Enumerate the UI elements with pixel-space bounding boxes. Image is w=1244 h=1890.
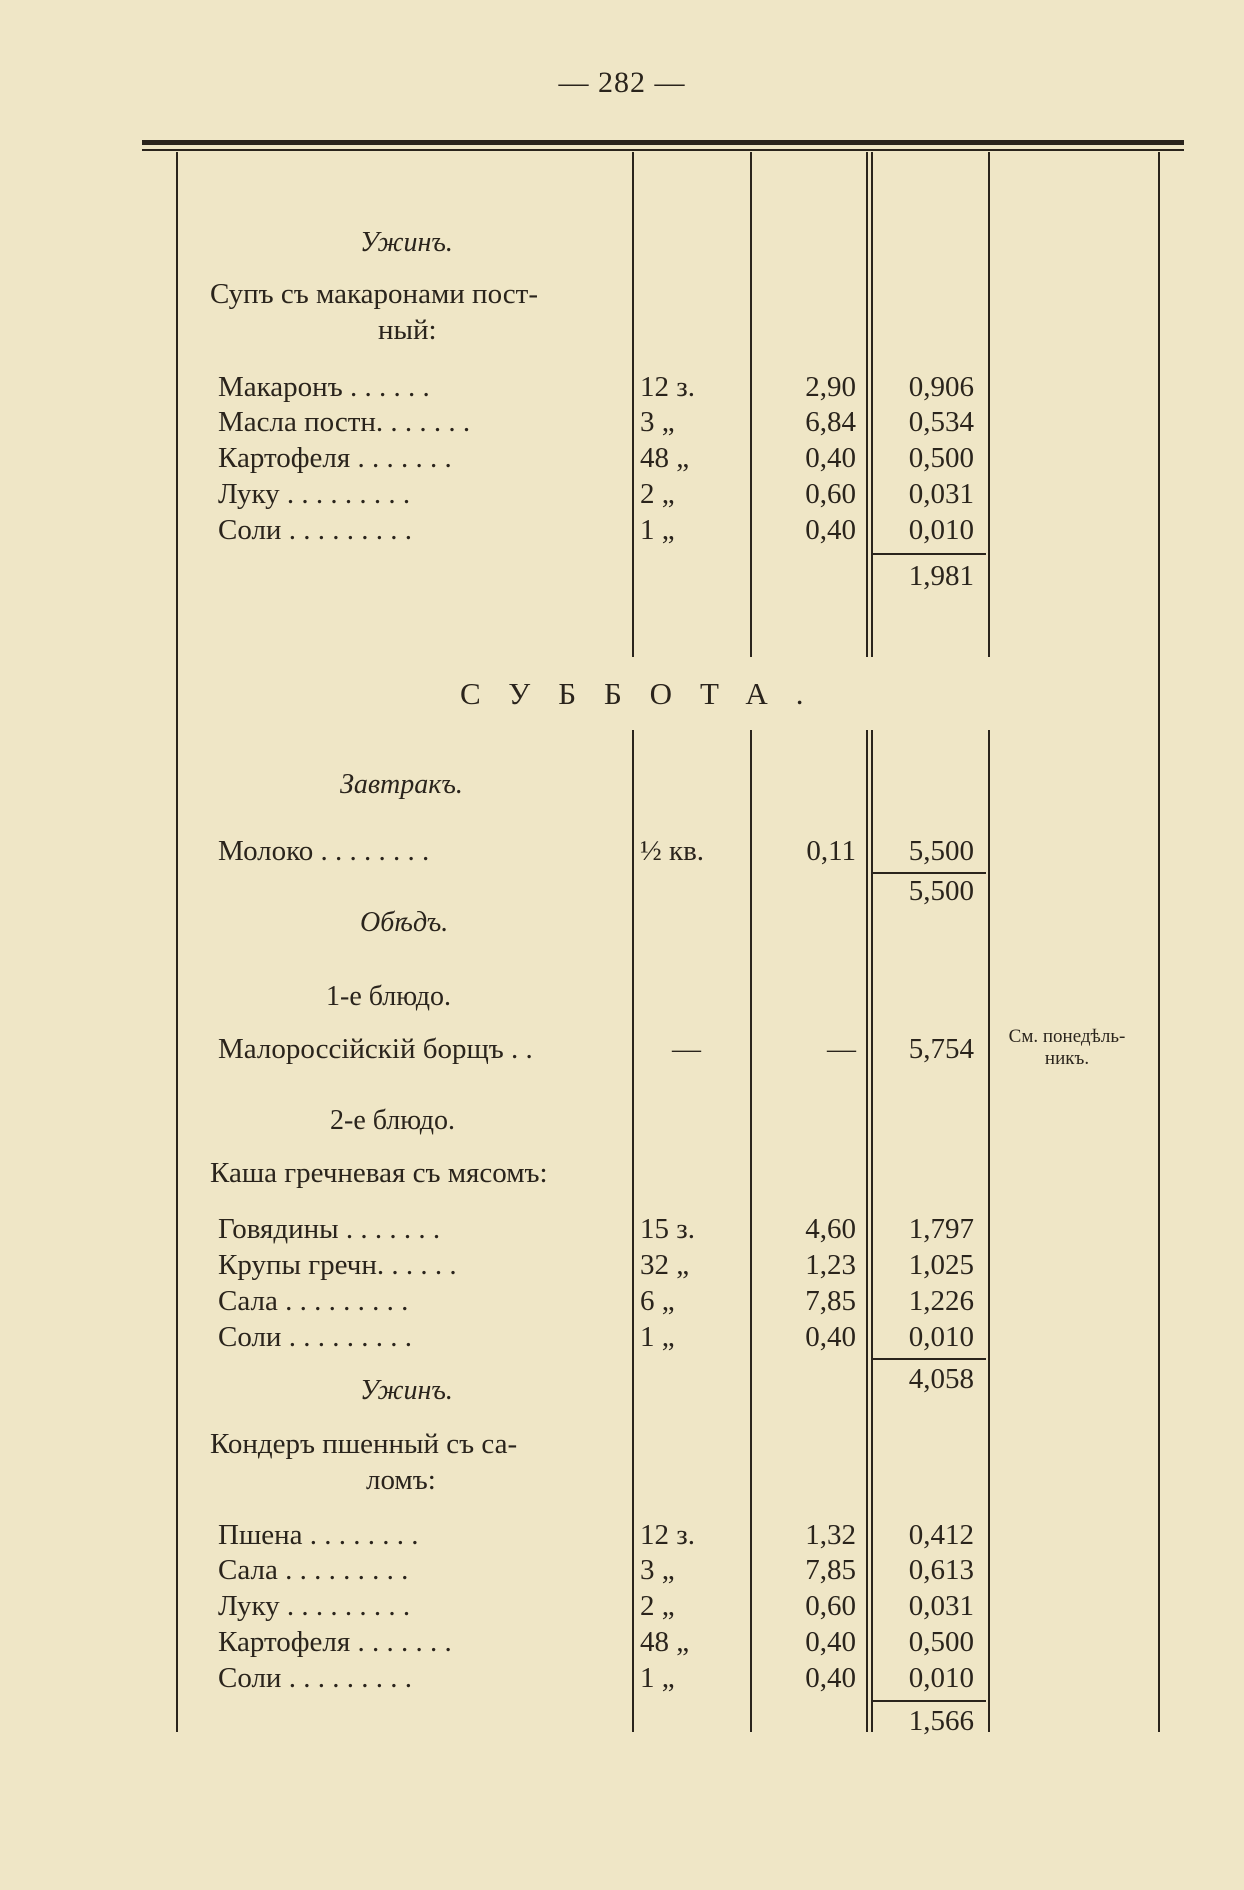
item-name: Соли . . . . . . . . . [218, 1662, 412, 1694]
item-value: 0,031 [908, 1590, 974, 1622]
supper1-dish-line1: Супъ съ макаронами пост- [210, 278, 539, 310]
item-name: Луку . . . . . . . . . [218, 1590, 411, 1622]
item-qty: 1 „ [640, 1321, 675, 1353]
breakfast-heading: Завтракъ. [340, 769, 463, 800]
item-price: 1,32 [805, 1519, 856, 1551]
item-price: 1,23 [805, 1249, 856, 1281]
item-price: 2,90 [805, 371, 856, 403]
item-value: 0,010 [908, 514, 974, 546]
item-qty: 1 „ [640, 514, 675, 546]
course1-heading: 1-е блюдо. [326, 981, 452, 1012]
course2-dish: Каша гречневая съ мясомъ: [210, 1157, 548, 1189]
item-qty: 2 „ [640, 1590, 675, 1622]
top-rule-thin [142, 149, 1184, 151]
item-price: 0,60 [805, 1590, 856, 1622]
item-value: 0,010 [908, 1321, 974, 1353]
sum-line [872, 553, 986, 555]
item-value: 0,010 [908, 1662, 974, 1694]
supper1-heading: Ужинъ. [360, 227, 453, 258]
item-price: 7,85 [805, 1554, 856, 1586]
item-price: 4,60 [805, 1213, 856, 1245]
col-line-left [176, 152, 178, 1732]
col-line-note-lower [988, 730, 990, 1732]
supper1-dish [210, 276, 610, 348]
page-number: — 282 — [558, 66, 686, 99]
item-name: Соли . . . . . . . . . [218, 514, 412, 546]
item-qty: 2 „ [640, 478, 675, 510]
item-value: 0,613 [908, 1554, 974, 1586]
item-name: Сала . . . . . . . . . [218, 1285, 409, 1317]
total-value: 5,500 [908, 875, 974, 907]
supper2-dish [210, 1426, 606, 1498]
supper2-heading: Ужинъ. [360, 1375, 453, 1406]
col-line-val-b-lower [871, 730, 873, 1732]
item-name: Масла постн. . . . . . . [218, 406, 471, 438]
col-line-val-b [871, 152, 873, 657]
item-value: 1,226 [908, 1285, 974, 1317]
item-name: Картофеля . . . . . . . [218, 1626, 452, 1658]
item-value: 5,754 [908, 1033, 974, 1065]
item-name: Молоко . . . . . . . . [218, 835, 430, 867]
item-value: 0,534 [908, 406, 974, 438]
item-price: 0,40 [805, 442, 856, 474]
sum-line [872, 1358, 986, 1360]
item-value: 0,906 [908, 371, 974, 403]
item-price: 6,84 [805, 406, 856, 438]
item-qty: 3 „ [640, 1554, 675, 1586]
item-price: — [827, 1033, 856, 1065]
supper2-dish-line2: ломъ: [366, 1464, 436, 1496]
item-value: 1,797 [908, 1213, 974, 1245]
item-name: Луку . . . . . . . . . [218, 478, 411, 510]
top-rule [142, 140, 1184, 145]
item-value: 0,500 [908, 1626, 974, 1658]
item-price: 0,40 [805, 1321, 856, 1353]
item-qty: — [672, 1033, 701, 1065]
total-value: 1,981 [908, 560, 974, 592]
col-line-right [1158, 152, 1160, 1732]
item-qty: ½ кв. [640, 835, 705, 867]
item-qty: 3 „ [640, 406, 675, 438]
sum-line [872, 1700, 986, 1702]
item-qty: 15 з. [640, 1213, 695, 1245]
item-value: 1,025 [908, 1249, 974, 1281]
course2-heading: 2-е блюдо. [330, 1105, 456, 1136]
item-name: Говядины . . . . . . . [218, 1213, 441, 1245]
item-qty: 12 з. [640, 371, 695, 403]
item-value: 0,031 [908, 478, 974, 510]
item-name: Сала . . . . . . . . . [218, 1554, 409, 1586]
item-value: 0,500 [908, 442, 974, 474]
col-line-qty-lower [632, 730, 634, 1732]
item-name: Соли . . . . . . . . . [218, 1321, 412, 1353]
col-line-val-a [866, 152, 868, 657]
item-price: 0,40 [805, 514, 856, 546]
col-line-note [988, 152, 990, 657]
supper1-dish-line2: ный: [378, 314, 437, 346]
item-price: 7,85 [805, 1285, 856, 1317]
item-qty: 1 „ [640, 1662, 675, 1694]
note-see-monday: См. понедѣль-никъ. [1008, 1026, 1126, 1069]
supper2-dish-line1: Кондеръ пшенный съ са- [210, 1428, 518, 1460]
item-name: Картофеля . . . . . . . [218, 442, 452, 474]
total-value: 4,058 [908, 1363, 974, 1395]
item-price: 0,11 [806, 835, 856, 867]
item-value: 0,412 [908, 1519, 974, 1551]
col-line-val-a-lower [866, 730, 868, 1732]
item-qty: 48 „ [640, 1626, 690, 1658]
day-title: СУББОТА. [460, 676, 832, 711]
item-name: Крупы гречн. . . . . . [218, 1249, 457, 1281]
item-qty: 12 з. [640, 1519, 695, 1551]
item-value: 5,500 [908, 835, 974, 867]
item-qty: 48 „ [640, 442, 690, 474]
item-name: Макаронъ . . . . . . [218, 371, 430, 403]
item-name: Малороссійскій борщъ . . [218, 1033, 533, 1065]
item-price: 0,60 [805, 478, 856, 510]
item-qty: 6 „ [640, 1285, 675, 1317]
item-name: Пшена . . . . . . . . [218, 1519, 419, 1551]
total-value: 1,566 [908, 1705, 974, 1737]
item-price: 0,40 [805, 1626, 856, 1658]
item-qty: 32 „ [640, 1249, 690, 1281]
col-line-qty [632, 152, 634, 657]
dinner-heading: Обѣдъ. [360, 907, 449, 938]
item-price: 0,40 [805, 1662, 856, 1694]
